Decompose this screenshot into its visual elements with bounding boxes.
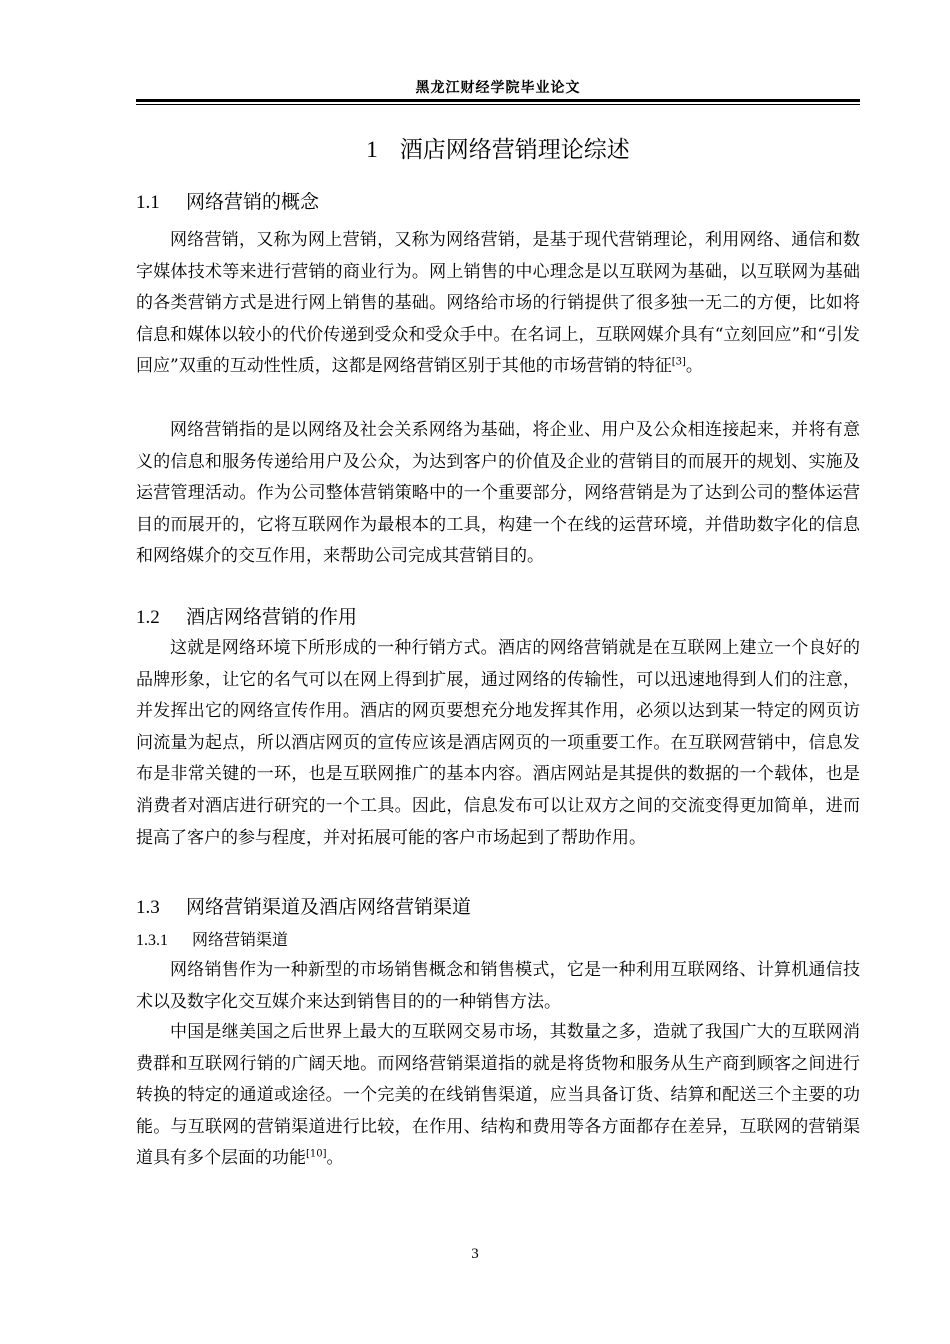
- paragraph-1-3-1-a: 网络销售作为一种新型的市场销售概念和销售模式，它是一种利用互联网络、计算机通信技术以及数字化交互媒介来达到销售目的的一种销售方法。: [136, 960, 860, 1012]
- paragraph-text: 网络营销，又称为网上营销，又称为网络营销，是基于现代营销理论，利用网络、通信和数字媒体技术等来进行营销的商业行为。网上销售的中心理念是以互联网为基础，以互联网为基础的各类营销方式是进行网上销售的基础。网络给市场的行销提供了很多独一无二的方便，比如将信息和媒体以较小的代价传递到受众和受众手中。在名词上，互联网媒介具有“立刻回应”和“引发回应”双重的互动性性质，这都是网络营销区别于其他的市场营销的特征: [136, 230, 860, 377]
- subsection-title: 网络营销渠道: [192, 930, 289, 949]
- subsection-heading-1-3-1: [136, 928, 288, 953]
- paragraph-1-1-b: 网络营销指的是以网络及社会关系网络为基础，将企业、用户及公众相连接起来，并将有意义的信息和服务传递给用户及公众，为达到客户的价值及企业的营销目的而展开的规划、实施及运营管理活动。作为公司整体营销策略中的一个重要部分，网络营销是为了达到公司的整体运营目的而展开的，它将互联网作为最根本的工具，构建一个在线的运营环境，并借助数字化的信息和网络媒介的交互作用，来帮助公司完成其营销目的。: [136, 420, 860, 567]
- citation: [10]: [306, 1148, 327, 1160]
- section-heading-1-3: [136, 893, 471, 922]
- paragraph-1-1-a: [136, 225, 860, 383]
- running-header: 黑龙江财经学院毕业论文: [415, 80, 581, 96]
- chapter-number: 1: [366, 137, 378, 162]
- section-title: 酒店网络营销的作用: [186, 606, 358, 628]
- section-number: 1.1: [136, 192, 160, 213]
- header-rule-thick: [136, 99, 860, 102]
- paragraph-1-3-1-b: [136, 1017, 860, 1175]
- section-number: 1.2: [136, 607, 160, 628]
- section-number: 1.3: [136, 897, 160, 918]
- section-heading-1-2: [136, 603, 357, 632]
- section-heading-1-1: [136, 188, 319, 217]
- header-rule-thin: [136, 104, 860, 105]
- subsection-number: 1.3.1: [136, 932, 168, 949]
- chapter-heading: [136, 133, 860, 167]
- citation: [3]: [671, 356, 686, 368]
- page-number: 3: [471, 1246, 479, 1262]
- paragraph-end: 。: [326, 1148, 344, 1169]
- paragraph-text: 中国是继美国之后世界上最大的互联网交易市场，其数量之多，造就了我国广大的互联网消费群和互联网行销的广阔天地。而网络营销渠道指的就是将货物和服务从生产商到顾客之间进行转换的特定的通道或途径。一个完美的在线销售渠道，应当具备订货、结算和配送三个主要的功能。与互联网的营销渠道进行比较，在作用、结构和费用等各方面都存在差异，互联网的营销渠道具有多个层面的功能: [136, 1022, 860, 1169]
- paragraph-1-2-a: 这就是网络环境下所形成的一种行销方式。酒店的网络营销就是在互联网上建立一个良好的品牌形象，让它的名气可以在网上得到扩展，通过网络的传输性，可以迅速地得到人们的注意，并发挥出它的网络宣传作用。酒店的网页要想充分地发挥其作用，必须以达到某一特定的网页访问流量为起点，所以酒店网页的宣传应该是酒店网页的一项重要工作。在互联网营销中，信息发布是非常关键的一环，也是互联网推广的基本内容。酒店网站是其提供的数据的一个载体，也是消费者对酒店进行研究的一个工具。因此，信息发布可以让双方之间的交流变得更加简单，进而提高了客户的参与程度，并对拓展可能的客户市场起到了帮助作用。: [136, 638, 860, 848]
- paragraph-end: 。: [685, 356, 703, 377]
- section-title: 网络营销渠道及酒店网络营销渠道: [186, 896, 472, 918]
- chapter-title: 酒店网络营销理论综述: [399, 137, 630, 163]
- section-title: 网络营销的概念: [186, 191, 320, 213]
